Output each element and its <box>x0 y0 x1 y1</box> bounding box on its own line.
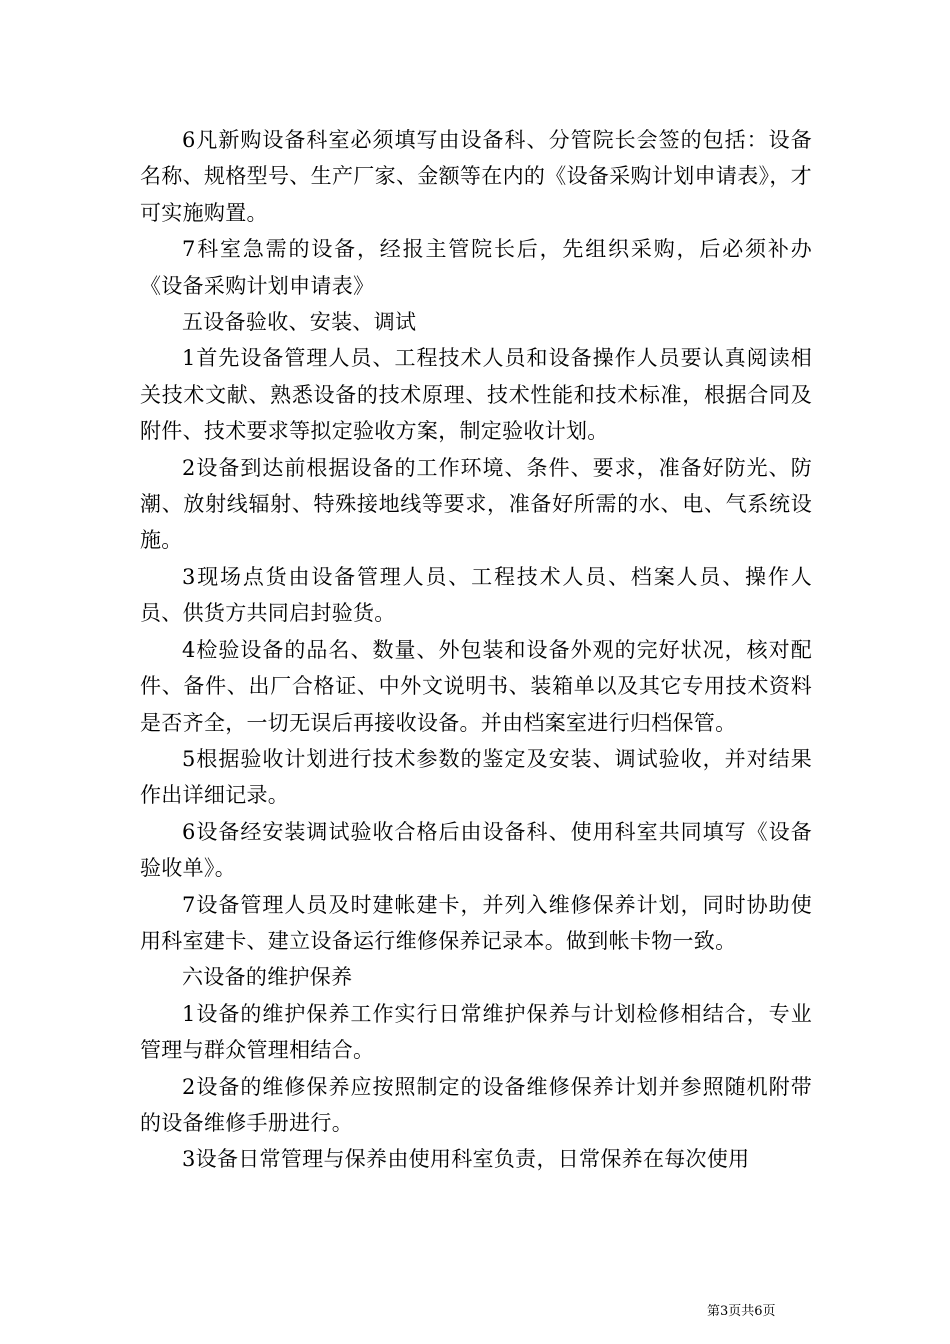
paragraph: 2设备到达前根据设备的工作环境、条件、要求，准备好防光、防潮、放射线辐射、特殊接地线等要求，准备好所需的水、电、气系统设施。 <box>140 455 812 553</box>
paragraph: 5根据验收计划进行技术参数的鉴定及安装、调试验收，并对结果作出详细记录。 <box>140 746 812 808</box>
section-heading: 六设备的维护保养 <box>182 965 353 990</box>
paragraph: 4检验设备的品名、数量、外包装和设备外观的完好状况，核对配件、备件、出厂合格证、中外文说明书、装箱单以及其它专用技术资料是否齐全，一切无误后再接收设备。并由档案室进行归档保管。 <box>140 637 812 735</box>
document-body <box>140 122 812 1178</box>
paragraph: 6设备经安装调试验收合格后由设备科、使用科室共同填写《设备验收单》。 <box>140 819 812 881</box>
paragraph: 3设备日常管理与保养由使用科室负责，日常保养在每次使用 <box>182 1147 750 1172</box>
page-number: 第3页共6页 <box>707 1304 776 1319</box>
paragraph: 7科室急需的设备，经报主管院长后，先组织采购，后必须补办《设备采购计划申请表》 <box>140 237 812 298</box>
section-heading: 五设备验收、安装、调试 <box>182 310 417 335</box>
paragraph: 2设备的维修保养应按照制定的设备维修保养计划并参照随机附带的设备维修手册进行。 <box>140 1074 812 1135</box>
paragraph: 1设备的维护保养工作实行日常维护保养与计划检修相结合，专业管理与群众管理相结合。 <box>140 1001 812 1063</box>
paragraph: 6凡新购设备科室必须填写由设备科、分管院长会签的包括：设备名称、规格型号、生产厂家、金额等在内的《设备采购计划申请表》，才可实施购置。 <box>140 128 812 225</box>
paragraph: 3现场点货由设备管理人员、工程技术人员、档案人员、操作人员、供货方共同启封验货。 <box>140 564 812 626</box>
paragraph: 1首先设备管理人员、工程技术人员和设备操作人员要认真阅读相关技术文献、熟悉设备的技术原理、技术性能和技术标准，根据合同及附件、技术要求等拟定验收方案，制定验收计划。 <box>140 346 812 444</box>
paragraph: 7设备管理人员及时建帐建卡，并列入维修保养计划，同时协助使用科室建卡、建立设备运行维修保养记录本。做到帐卡物一致。 <box>140 892 812 953</box>
